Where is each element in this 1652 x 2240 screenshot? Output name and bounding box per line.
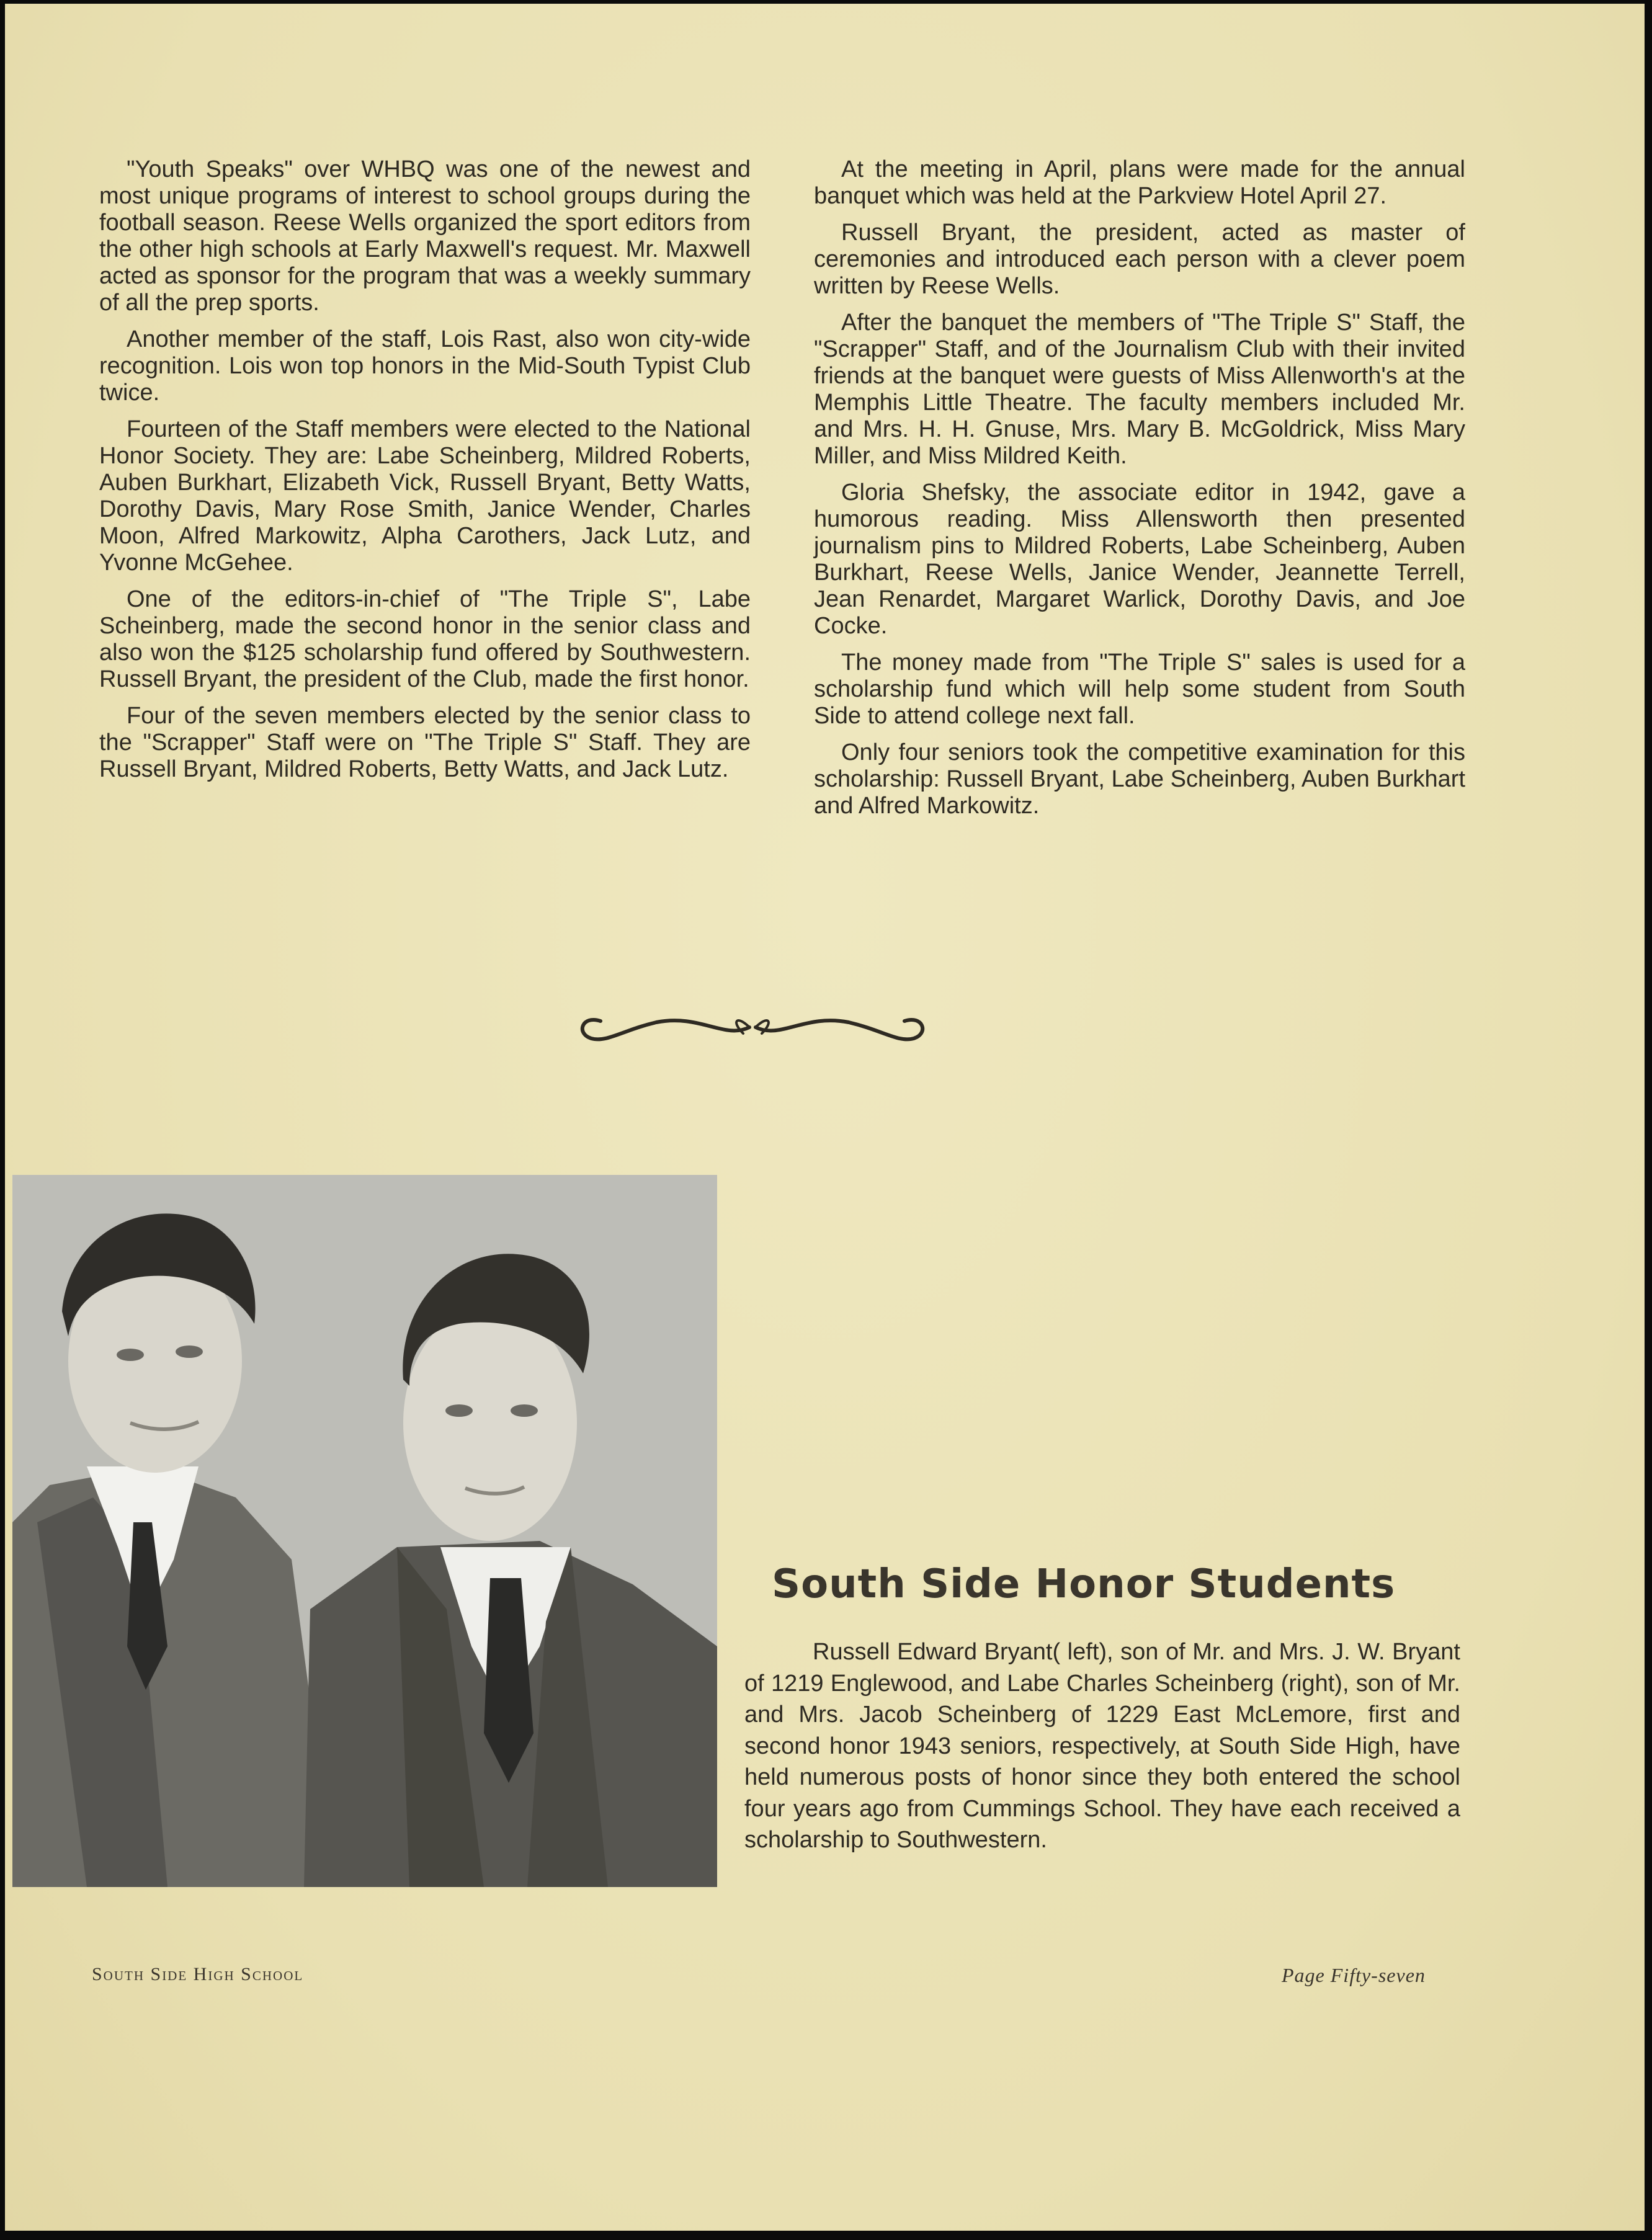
right-paragraph-4: Gloria Shefsky, the associate editor in 1942, gave a humorous reading. Miss Allensworth then presented journalism pins to Mildred Roberts, Labe Scheinberg, Auben Burkhart, Reese Wells, Janice Wender, Jeannette Terrell, Jean Renardet, Margaret Warlick, Dorothy Davis, and Joe Cocke. (814, 480, 1465, 639)
left-text-column (99, 156, 751, 793)
scroll-ornament-icon (563, 984, 942, 1052)
left-paragraph-4: One of the editors-in-chief of "The Triple S", Labe Scheinberg, made the second honor in the senior class and also won the $125 scholarship fund offered by Southwestern. Russell Bryant, the president of the Club, made the first honor. (99, 586, 751, 692)
yearbook-page (5, 4, 1645, 2231)
right-paragraph-2: Russell Bryant, the president, acted as master of ceremonies and introduced each person with a clever poem written by Reese Wells. (814, 220, 1465, 299)
feature-caption-text: Russell Edward Bryant( left), son of Mr. and Mrs. J. W. Bryant of 1219 Englewood, and Labe Charles Scheinberg (right), son of Mr. and Mrs. Jacob Scheinberg of 1229 East McLemore, first and second honor 1943 seniors, respectively, at South Side High, have held numerous posts of honor since they both entered the school four years ago from Cummings School. They have each received a scholarship to Southwestern. (744, 1639, 1460, 1853)
right-paragraph-3: After the banquet the members of "The Triple S" Staff, the "Scrapper" Staff, and of the Journalism Club with their invited friends at the banquet were guests of Miss Allenworth's at the Memphis Little Theatre. The faculty members included Mr. and Mrs. H. H. Gnuse, Mrs. Mary B. McGoldrick, Miss Mary Miller, and Miss Mildred Keith. (814, 310, 1465, 469)
right-text-column (814, 156, 1465, 829)
right-paragraph-5: The money made from "The Triple S" sales is used for a scholarship fund which will help some student from South Side to attend college next fall. (814, 649, 1465, 729)
left-paragraph-1: "Youth Speaks" over WHBQ was one of the newest and most unique programs of interest to school groups during the football season. Reese Wells organized the sport editors from the other high schools at Early Maxwell's request. Mr. Maxwell acted as sponsor for the program that was a weekly summary of all the prep sports. (99, 156, 751, 316)
feature-headline: South Side Honor Students (772, 1561, 1396, 1607)
left-paragraph-5: Four of the seven members elected by the senior class to the "Scrapper" Staff were on "The Triple S" Staff. They are Russell Bryant, Mildred Roberts, Betty Watts, and Jack Lutz. (99, 703, 751, 782)
left-paragraph-3: Fourteen of the Staff members were elected to the National Honor Society. They are: Labe Scheinberg, Mildred Roberts, Auben Burkhart, Elizabeth Vick, Russell Bryant, Betty Watts, Dorothy Davis, Mary Rose Smith, Janice Wender, Charles Moon, Alfred Markowitz, Alpha Carothers, Jack Lutz, and Yvonne McGehee. (99, 416, 751, 576)
feature-caption (744, 1636, 1460, 1856)
footer-page-number: Page Fifty-seven (1282, 1964, 1426, 1986)
footer-school-name: South Side High School (92, 1964, 304, 1984)
honor-students-photo (12, 1175, 717, 1887)
left-paragraph-2: Another member of the staff, Lois Rast, also won city-wide recognition. Lois won top honors in the Mid-South Typist Club twice. (99, 326, 751, 406)
right-paragraph-6: Only four seniors took the competitive examination for this scholarship: Russell Bryant, Labe Scheinberg, Auben Burkhart and Alfred Markowitz. (814, 739, 1465, 819)
right-paragraph-1: At the meeting in April, plans were made for the annual banquet which was held at the Parkview Hotel April 27. (814, 156, 1465, 209)
